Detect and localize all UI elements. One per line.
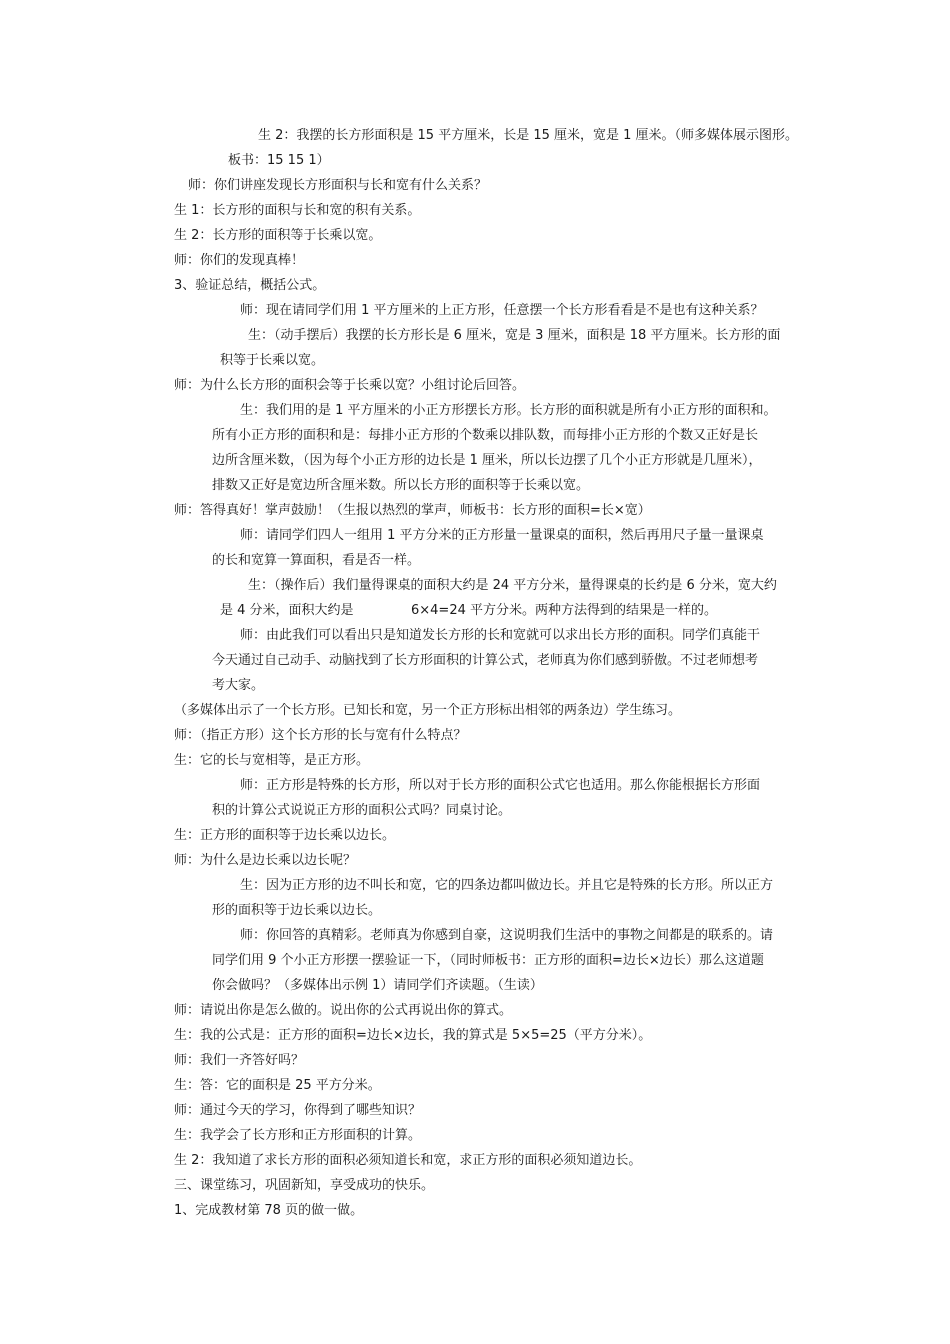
text-line: 生：它的长与宽相等，是正方形。 — [174, 753, 370, 768]
text-line: 板书：15 15 1） — [228, 153, 330, 168]
text-line: （多媒体出示了一个长方形。已知长和宽，另一个正方形标出相邻的两条边）学生练习。 — [174, 703, 682, 718]
text-line: 6×4=24 平方分米。两种方法得到的结果是一样的。 — [411, 603, 718, 618]
text-line: 生：答：它的面积是 25 平方分米。 — [174, 1078, 381, 1093]
text-line: 师：通过今天的学习，你得到了哪些知识？ — [174, 1103, 422, 1118]
text-line: 所有小正方形的面积和是：每排小正方形的个数乘以排队数，而每排小正方形的个数又正好是长 — [212, 428, 759, 443]
text-line: 师：正方形是特殊的长方形，所以对于长方形的面积公式它也适用。那么你能根据长方形面 — [240, 778, 761, 793]
text-line: 师：你回答的真精彩。老师真为你感到自豪，这说明我们生活中的事物之间都是的联系的。请 — [240, 928, 774, 943]
text-line: 是 4 分米，面积大约是 — [220, 603, 354, 618]
text-line: 师：答得真好！掌声鼓励！（生报以热烈的掌声，师板书：长方形的面积=长×宽） — [174, 503, 651, 518]
text-line: 生：（动手摆后）我摆的长方形长是 6 厘米，宽是 3 厘米，面积是 18 平方厘米。长方形的面 — [248, 328, 781, 343]
text-line: 生 2：我摆的长方形面积是 15 平方厘米，长是 15 厘米，宽是 1 厘米。（师多媒体展示图形。 — [258, 128, 799, 143]
text-line: 生：（操作后）我们量得课桌的面积大约是 24 平方分米，量得课桌的长约是 6 分米，宽大约 — [248, 578, 777, 593]
text-line: 积的计算公式说说正方形的面积公式吗？同桌讨论。 — [212, 803, 512, 818]
text-line: 师：为什么长方形的面积会等于长乘以宽？小组讨论后回答。 — [174, 378, 526, 393]
text-line: 师：你们的发现真棒！ — [174, 253, 305, 268]
section-heading: 三、课堂练习，巩固新知，享受成功的快乐。 — [174, 1178, 435, 1193]
text-line: 师：请同学们四人一组用 1 平方分米的正方形量一量课桌的面积，然后再用尺子量一量课桌 — [240, 528, 764, 543]
text-line: 你会做吗？（多媒体出示例 1）请同学们齐读题。（生读） — [212, 978, 543, 993]
text-line: 生：我学会了长方形和正方形面积的计算。 — [174, 1128, 422, 1143]
text-line: 师：我们一齐答好吗？ — [174, 1053, 305, 1068]
section-heading: 3、验证总结，概括公式。 — [174, 278, 326, 293]
text-line: 生：我的公式是：正方形的面积=边长×边长，我的算式是 5×5=25（平方分米）。 — [174, 1028, 652, 1043]
text-line: 师：（指正方形）这个长方形的长与宽有什么特点？ — [174, 728, 467, 743]
text-line: 生 1：长方形的面积与长和宽的积有关系。 — [174, 203, 421, 218]
text-line: 师：为什么是边长乘以边长呢？ — [174, 853, 357, 868]
text-line: 师：你们讲座发现长方形面积与长和宽有什么关系？ — [188, 178, 488, 193]
text-line: 今天通过自己动手、动脑找到了长方形面积的计算公式，老师真为你们感到骄傲。不过老师想考 — [212, 653, 759, 668]
text-line: 排数又正好是宽边所含厘米数。所以长方形的面积等于长乘以宽。 — [212, 478, 590, 493]
text-line: 1、完成教材第 78 页的做一做。 — [174, 1203, 364, 1218]
text-line: 师：现在请同学们用 1 平方厘米的上正方形，任意摆一个长方形看看是不是也有这种关系？ — [240, 303, 764, 318]
text-line: 师：请说出你是怎么做的。说出你的公式再说出你的算式。 — [174, 1003, 513, 1018]
text-line: 形的面积等于边长乘以边长。 — [212, 903, 382, 918]
text-line: 生：正方形的面积等于边长乘以边长。 — [174, 828, 396, 843]
text-line: 生 2：长方形的面积等于长乘以宽。 — [174, 228, 382, 243]
text-line: 的长和宽算一算面积，看是否一样。 — [212, 553, 421, 568]
text-line: 同学们用 9 个小正方形摆一摆验证一下，（同时师板书：正方形的面积=边长×边长）那么这道题 — [212, 953, 764, 968]
text-line: 考大家。 — [212, 678, 265, 693]
text-line: 生：因为正方形的边不叫长和宽，它的四条边都叫做边长。并且它是特殊的长方形。所以正方 — [240, 878, 774, 893]
text-line: 积等于长乘以宽。 — [220, 353, 325, 368]
text-line: 生：我们用的是 1 平方厘米的小正方形摆长方形。长方形的面积就是所有小正方形的面积和。 — [240, 403, 777, 418]
text-line: 边所含厘米数，（因为每个小正方形的边长是 1 厘米，所以长边摆了几个小正方形就是几厘米）， — [212, 453, 762, 468]
text-line: 师：由此我们可以看出只是知道发长方形的长和宽就可以求出长方形的面积。同学们真能干 — [240, 628, 761, 643]
text-line: 生 2：我知道了求长方形的面积必须知道长和宽，求正方形的面积必须知道边长。 — [174, 1153, 642, 1168]
